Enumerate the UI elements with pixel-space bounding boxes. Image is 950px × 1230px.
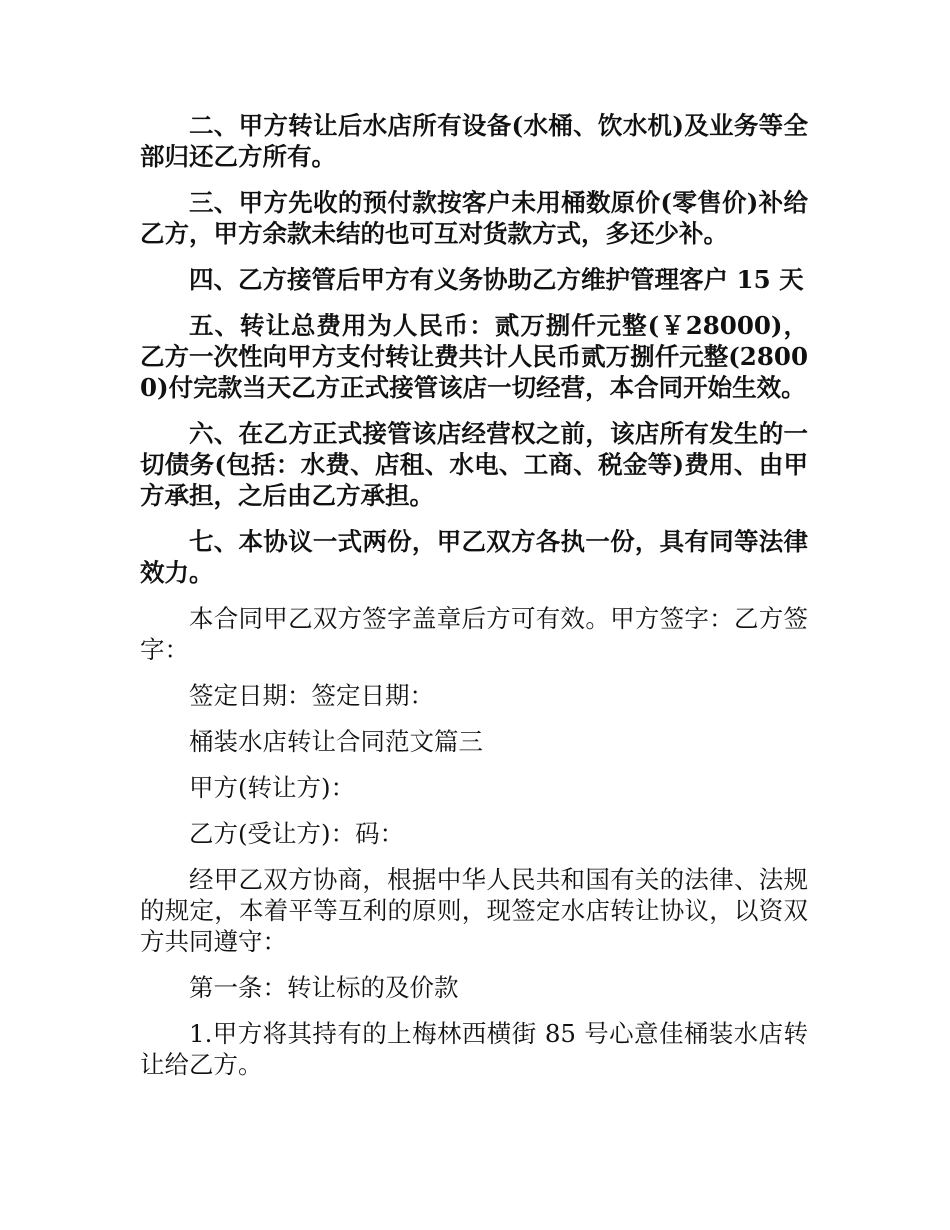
date-line: 签定日期：签定日期： (189, 681, 434, 710)
document-page (140, 110, 808, 1095)
preamble: 经甲乙双方协商，根据中华人民共和国有关的法律、法规的规定，本着平等互利的原则，现签定水店转让协议，以资双方共同遵守： (140, 865, 808, 956)
clause-2: 二、甲方转让后水店所有设备(水桶、饮水机)及业务等全部归还乙方所有。 (140, 111, 808, 171)
clause-6: 六、在乙方正式接管该店经营权之前，该店所有发生的一切债务(包括：水费、店租、水电、工商、税金等)费用、由甲方承担，之后由乙方承担。 (140, 419, 808, 510)
article-1-item-1: 1.甲方将其持有的上梅林西横街 85 号心意佳桶装水店转让给乙方。 (140, 1019, 808, 1079)
clause-3: 三、甲方先收的预付款按客户未用桶数原价(零售价)补给乙方，甲方余款未结的也可互对货款方式，多还少补。 (140, 188, 808, 248)
party-a-line: 甲方(转让方)： (189, 773, 356, 802)
clause-4: 四、乙方接管后甲方有义务协助乙方维护管理客户 15 天 (189, 265, 804, 294)
section-title: 桶装水店转让合同范文篇三 (189, 727, 483, 756)
article-1-heading: 第一条：转让标的及价款 (189, 973, 459, 1002)
clause-7: 七、本协议一式两份，甲乙双方各执一份，具有同等法律效力。 (140, 527, 808, 587)
signature-line: 本合同甲乙双方签字盖章后方可有效。甲方签字：乙方签字： (140, 604, 808, 664)
clause-5: 五、转让总费用为人民币：贰万捌仟元整(￥28000)，乙方一次性向甲方支付转让费共计人民币贰万捌仟元整(28000)付完款当天乙方正式接管该店一切经营，本合同开始生效。 (140, 311, 808, 402)
party-b-line: 乙方(受让方)：码： (189, 819, 405, 848)
